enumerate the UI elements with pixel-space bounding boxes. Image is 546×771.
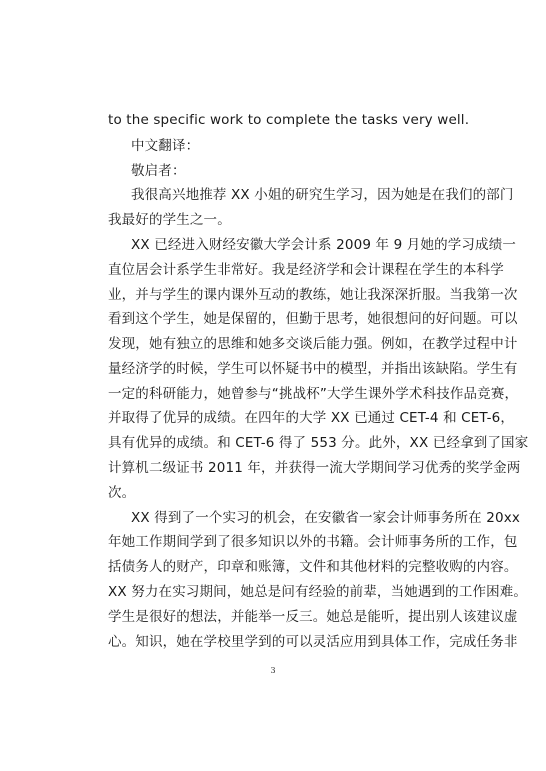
- text-line: 具有优异的成绩。和 CET-6 得了 553 分。此外，XX 已经拿到了国家: [108, 435, 529, 451]
- text-line: 直位居会计系学生非常好。我是经济学和会计课程在学生的本科学: [108, 262, 504, 278]
- text-line: 中文翻译：: [131, 138, 200, 154]
- text-line: 我最好的学生之一。: [108, 212, 231, 228]
- text-line: XX 得到了一个实习的机会，在安徽省一家会计师事务所在 20xx: [131, 510, 521, 526]
- text-line: 量经济学的时候，学生可以怀疑书中的模型，并指出该缺陷。学生有: [108, 361, 518, 377]
- text-line: 次。: [108, 485, 136, 501]
- text-line: 敬启者：: [131, 163, 186, 179]
- text-line: XX 已经进入财经安徽大学会计系 2009 年 9 月她的学习成绩一: [131, 237, 516, 253]
- text-line: to the specific work to complete the tasks very well.: [108, 112, 470, 128]
- page-number: 3: [270, 666, 276, 675]
- text-line: 年她工作期间学到了很多知识以外的书籍。会计师事务所的工作，包: [108, 534, 518, 550]
- text-line: 计算机二级证书 2011 年，并获得一流大学期间学习优秀的奖学金两: [108, 460, 521, 476]
- text-line: 业，并与学生的课内课外互动的教练，她让我深深折服。当我第一次: [108, 287, 518, 303]
- text-line: 一定的科研能力，她曾参与“挑战杯”大学生课外学术科技作品竞赛，: [108, 386, 519, 402]
- text-line: 发现，她有独立的思维和她多交谈后能力强。例如，在教学过程中计: [108, 336, 518, 352]
- text-line: 心。知识，她在学校里学到的可以灵活应用到具体工作，完成任务非: [108, 634, 518, 650]
- text-line: 并取得了优异的成绩。在四年的大学 XX 已通过 CET-4 和 CET-6，: [108, 410, 514, 426]
- text-line: 我很高兴地推荐 XX 小姐的研究生学习，因为她是在我们的部门: [131, 187, 514, 203]
- text-line: 学生是很好的想法，并能举一反三。她总是能听，提出别人该建议虚: [108, 609, 518, 625]
- text-line: XX 努力在实习期间，她总是问有经验的前辈，当她遇到的工作困难。: [108, 584, 528, 600]
- text-line: 看到这个学生，她是保留的，但勤于思考，她很想问的好问题。可以: [108, 311, 518, 327]
- text-line: 括债务人的财产，印章和账簿，文件和其他材料的完整收购的内容。: [108, 559, 518, 575]
